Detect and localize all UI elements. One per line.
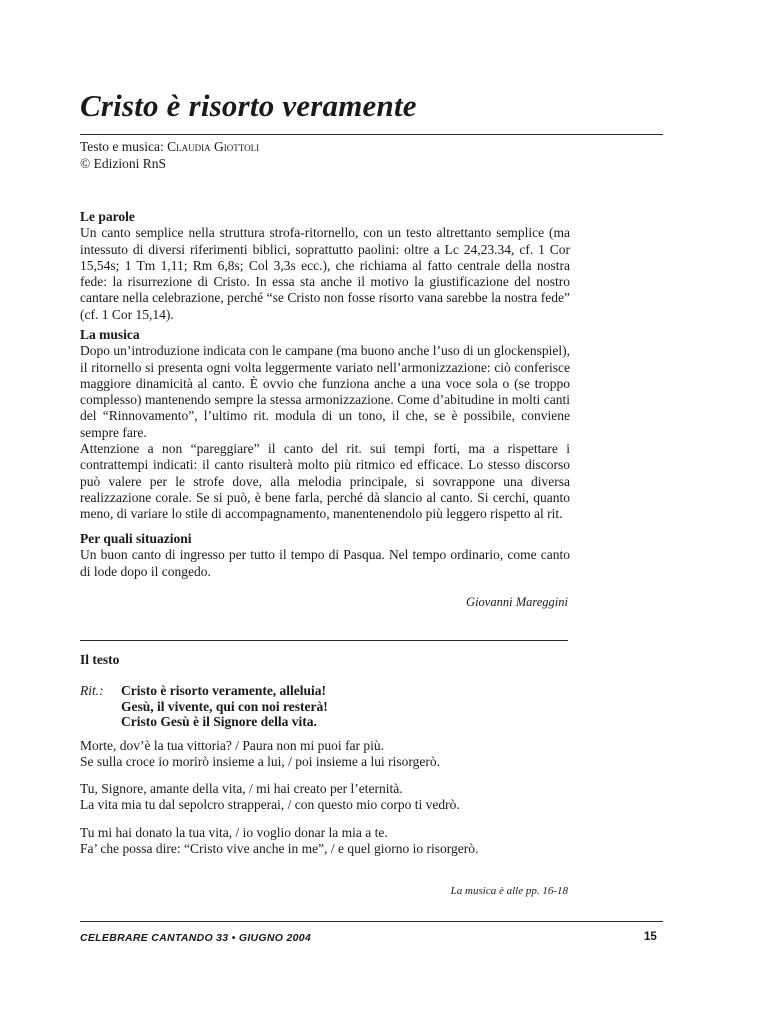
section-paragraph: Attenzione a non “pareggiare” il canto del rit. sui tempi forti, ma a rispettare i contrattempi indicati: il canto risulterà molto più ritmico ed efficace. Lo stesso discorso può valere per le strofe dove, alla melodia principale, si sovrappone una diversa realizzazione corale. Se si può, è bene farla, perché dà slancio al canto. Si cerchi, quanto meno, di variare lo stile di accompagnamento, manentenendolo più leggero rispetto al rit. — [80, 441, 570, 522]
stanza-3 — [80, 825, 478, 856]
section-heading: Le parole — [80, 209, 135, 224]
stanza-line: Morte, dov’è la tua vittoria? / Paura non mi puoi far più. — [80, 738, 385, 753]
testo-heading: Il testo — [80, 652, 120, 667]
stanza-line: Fa’ che possa dire: “Cristo vive anche in me”, / e quel giorno io risorgerò. — [80, 840, 479, 856]
refrain-line: Cristo Gesù è il Signore della vita. — [121, 714, 317, 729]
section-paragraph: Un canto semplice nella struttura strofa-ritornello, con un testo altrettanto semplice (ma intessuto di diversi riferimenti biblici, soprattutto paolini: oltre a Lc 24,23.34, cf. 1 Cor 15,54s; 1 Tm 1,11; Rm 6,8s; Col 3,3s ecc.), che richiama al fatto centrale della nostra fede: la risurrezione di Cristo. In essa sta anche il motivo la giustificazione del nostro cantare nella celebrazione, perché “se Cristo non fosse risorto vana sarebbe la nostra fede” (cf. 1 Cor 15,14). — [80, 225, 570, 322]
footer-rule — [80, 921, 663, 922]
publication-footer: CELEBRARE CANTANDO 33 • GIUGNO 2004 — [80, 932, 312, 944]
section-heading: Per quali situazioni — [80, 531, 192, 546]
section-per-quali-situazioni — [80, 531, 570, 580]
music-page-note: La musica è alle pp. 16-18 — [450, 885, 568, 897]
publisher: © Edizioni RnS — [80, 156, 167, 171]
section-divider — [80, 640, 568, 641]
stanza-line: Tu mi hai donato la tua vita, / io voglio donar la mia a te. — [80, 825, 388, 840]
stanza-2 — [80, 781, 460, 812]
author-name: Claudia Giottoli — [167, 139, 260, 154]
stanza-line: La vita mia tu dal sepolcro strapperai, / con questo mio corpo ti vedrò. — [80, 796, 460, 812]
author-line — [80, 138, 259, 155]
refrain-line: Cristo è risorto veramente, alleluia! — [121, 683, 327, 698]
stanza-1 — [80, 738, 440, 769]
refrain-line: Gesù, il vivente, qui con noi resterà! — [121, 698, 328, 714]
section-heading: La musica — [80, 327, 140, 342]
signature: Giovanni Mareggini — [466, 595, 568, 609]
section-la-musica — [80, 327, 570, 523]
stanza-line: Se sulla croce io morirò insieme a lui, / poi insieme a lui risorgerò. — [80, 753, 441, 769]
page-number: 15 — [644, 931, 657, 943]
refrain — [121, 683, 328, 730]
title-rule — [80, 134, 663, 135]
credits — [80, 138, 259, 172]
stanza-line: Tu, Signore, amante della vita, / mi hai creato per l’eternità. — [80, 781, 403, 796]
section-le-parole — [80, 209, 570, 323]
section-paragraph: Dopo un’introduzione indicata con le campane (ma buono anche l’uso di un glockenspiel), il ritornello si presenta ogni volta leggermente variato nell’armonizzazione: ciò conferisce maggiore dinamicità al canto. È ovvio che funziona anche a una voce sola o (se troppo complesso) mantenendo sempre la stessa armonizzazione. Come d’abitudine in molti canti del “Rinnovamento”, l’ultimo rit. modula di un tono, il che, se è possibile, conviene sempre fare. — [80, 343, 570, 440]
page-title: Cristo è risorto veramente — [80, 88, 417, 123]
author-prefix: Testo e musica: — [80, 139, 168, 154]
section-paragraph: Un buon canto di ingresso per tutto il tempo di Pasqua. Nel tempo ordinario, come canto di lode dopo il congedo. — [80, 547, 570, 579]
refrain-label: Rit.: — [80, 683, 104, 698]
